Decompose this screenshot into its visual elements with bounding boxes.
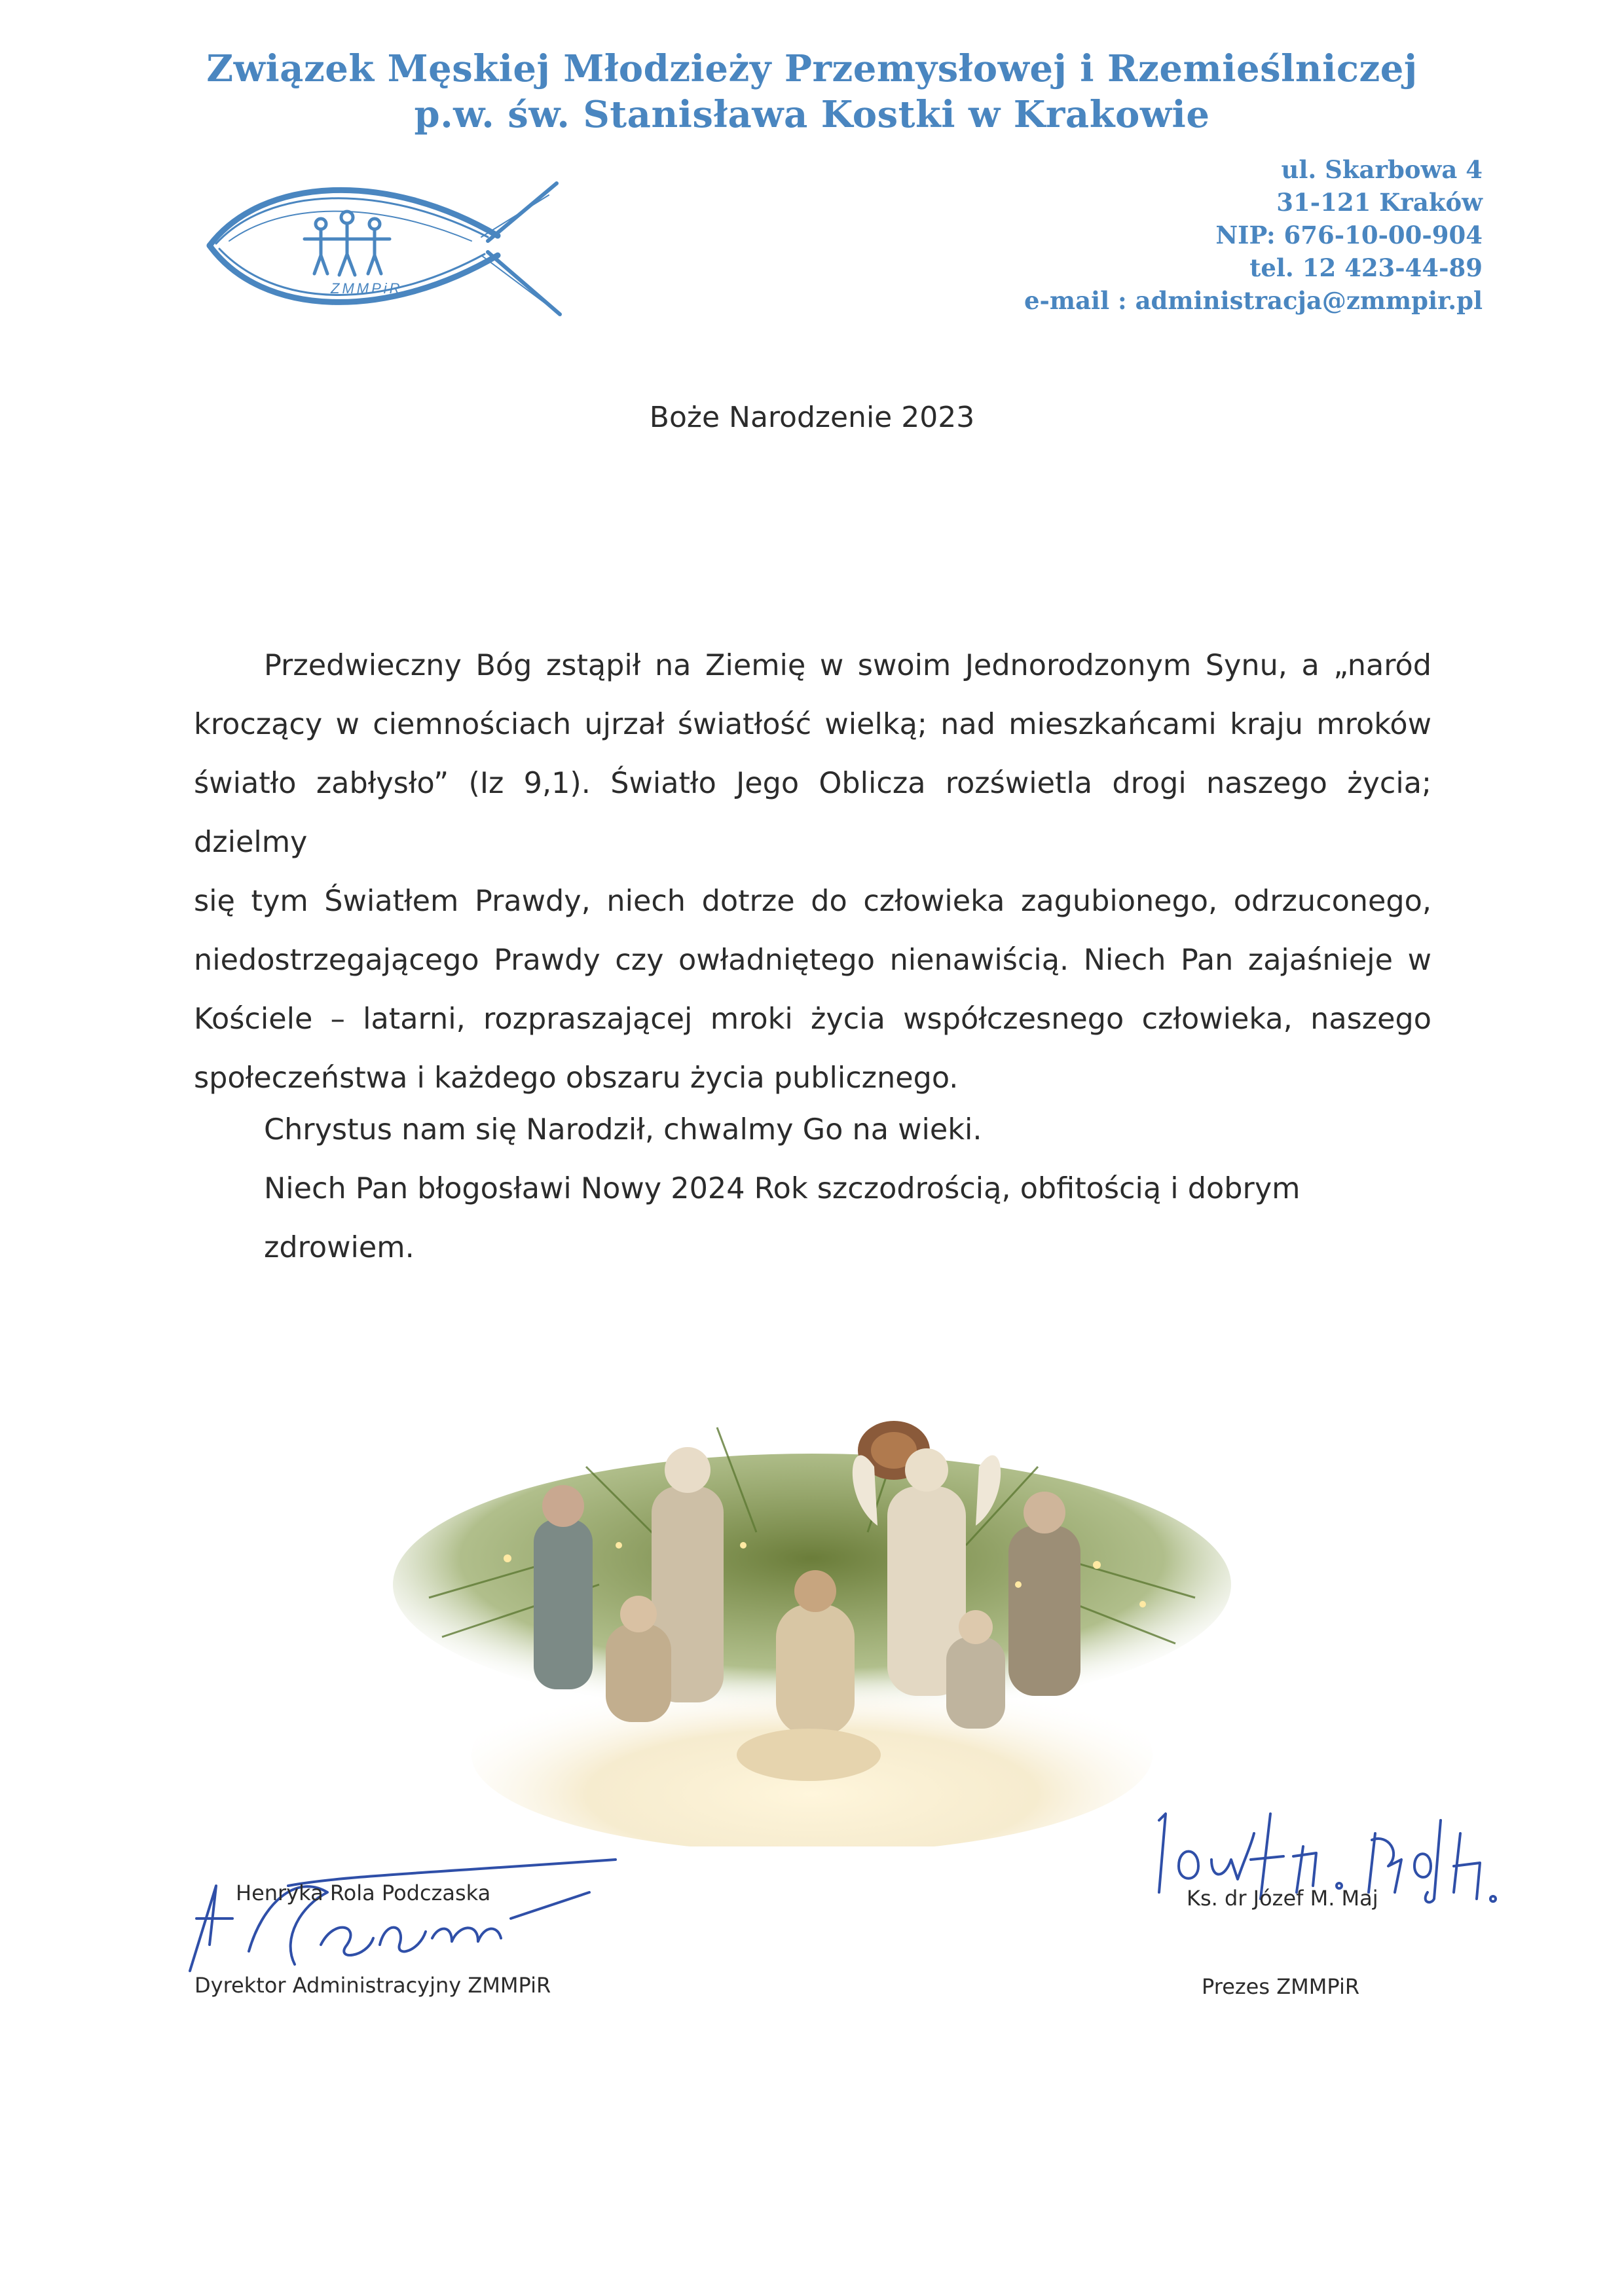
logo-text: ZMMPiR [331,280,403,297]
nativity-scene-image [390,1388,1234,1846]
body-line: Kościele – latarni, rozpraszającej mroki życia współczesnego człowieka, naszego [194,1002,1431,1036]
greeting-line: zdrowiem. [264,1231,415,1264]
address-nip: NIP: 676-10-00-904 [1215,221,1483,249]
address-phone: tel. 12 423-44-89 [1249,253,1483,282]
letter-heading: Boże Narodzenie 2023 [649,401,975,434]
address-email: e-mail : administracja@zmmpir.pl [1024,286,1483,315]
signatory-right-name: Ks. dr Józef M. Maj [1187,1886,1378,1911]
organization-subtitle: p.w. św. Stanisława Kostki w Krakowie [414,93,1210,136]
organization-name: Związek Męskiej Młodzieży Przemysłowej i Rzemieślniczej [206,47,1418,90]
signatory-left-name: Henryka Rola Podczaska [236,1881,491,1905]
letter-body [194,636,1431,1108]
body-line: Przedwieczny Bóg zstąpił na Ziemię w swoim Jednorodzonym Synu, a „naród [264,649,1431,682]
signatory-left-role: Dyrektor Administracyjny ZMMPiR [194,1973,551,1998]
greeting-line: Niech Pan błogosławi Nowy 2024 Rok szczodrością, obfitością i dobrym [264,1172,1301,1205]
body-line: się tym Światłem Prawdy, niech dotrze do człowieka zagubionego, odrzuconego, [194,885,1431,918]
body-line: światło zabłysło” (Iz 9,1). Światło Jego Oblicza rozświetla drogi naszego życia; dzielmy [194,767,1431,859]
address-city: 31-121 Kraków [1276,188,1483,217]
greeting-line: Chrystus nam się Narodził, chwalmy Go na wieki. [264,1113,982,1147]
address-street: ul. Skarbowa 4 [1281,155,1483,184]
signature-left-handwriting [170,1846,629,1984]
body-line: społeczeństwa i każdego obszaru życia publicznego. [194,1061,959,1095]
signatory-right-role: Prezes ZMMPiR [1202,1974,1360,1999]
body-line: kroczący w ciemnościach ujrzał światłość wielką; nad mieszkańcami kraju mroków [194,708,1431,741]
fish-logo [190,164,570,327]
body-line: niedostrzegającego Prawdy czy owładniętego nienawiścią. Niech Pan zajaśnieje w [194,944,1431,977]
